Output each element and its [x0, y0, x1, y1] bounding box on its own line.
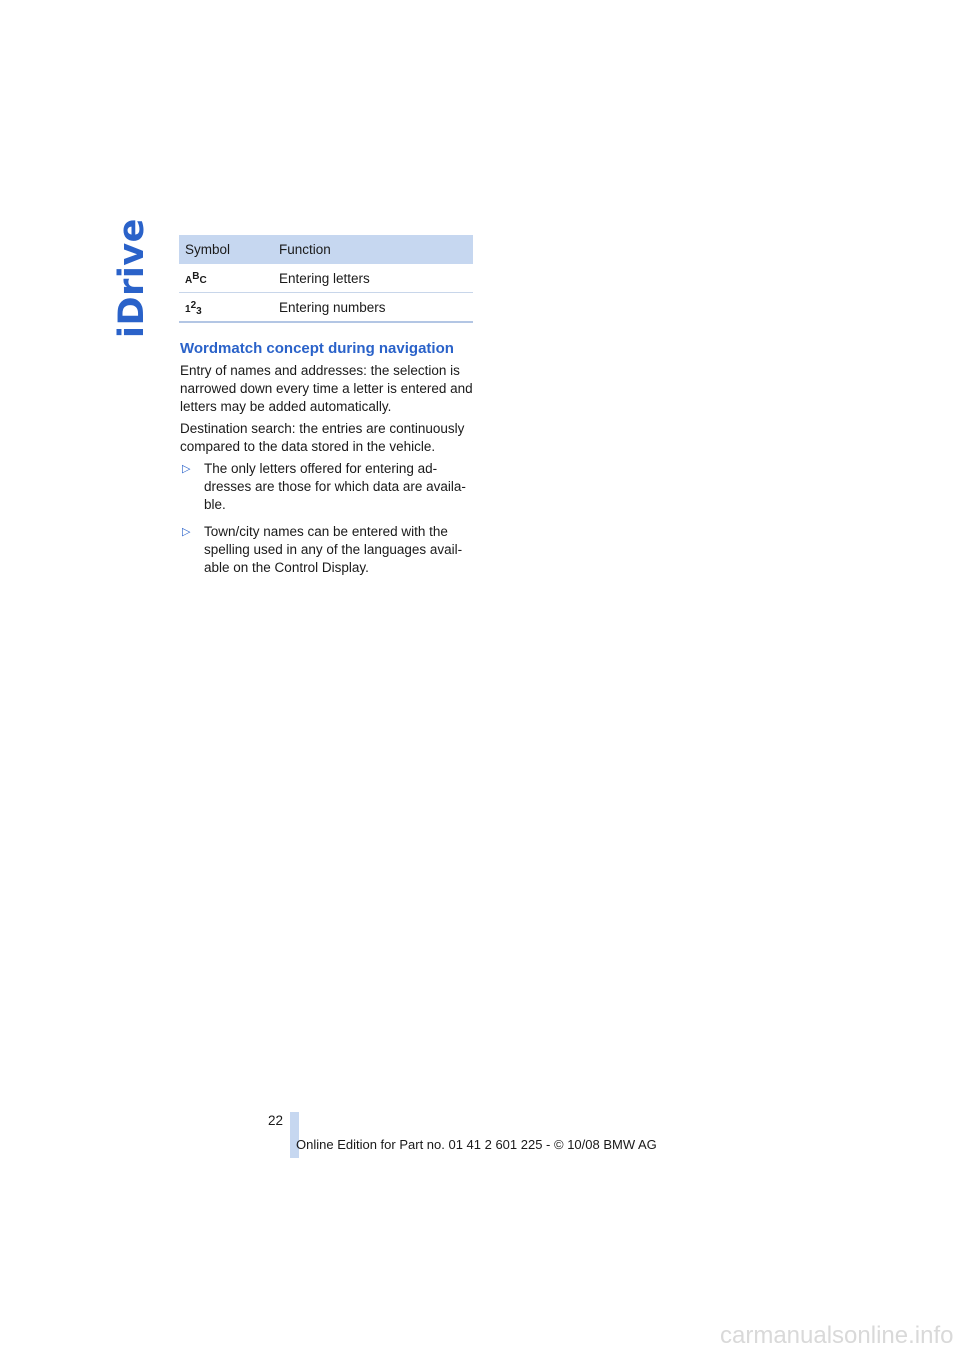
- watermark: carmanualsonline.info: [720, 1322, 954, 1349]
- table-header-row: [179, 235, 473, 264]
- table-row: [179, 293, 473, 323]
- column-header-function: Function: [273, 235, 473, 264]
- symbol-table: [179, 235, 473, 323]
- footer-edition: Online Edition for Part no. 01 41 2 601 225 - © 10/08 BMW AG: [296, 1137, 657, 1152]
- page-number: 22: [268, 1113, 284, 1128]
- triangle-bullet-icon: ▷: [182, 463, 191, 475]
- function-cell: Entering numbers: [273, 293, 473, 323]
- paragraph-entry-names: Entry of names and addresses: the selection is narrowed down every time a letter is entered and letters may be added automatically.: [180, 363, 473, 414]
- side-tab: [112, 218, 152, 338]
- side-tab-label: iDrive: [112, 218, 152, 338]
- section-heading: Wordmatch concept during navigation: [180, 340, 454, 357]
- letters-symbol-icon: ABC: [179, 264, 273, 293]
- column-header-symbol: Symbol: [179, 235, 273, 264]
- list-item: [180, 460, 476, 514]
- table-row: [179, 264, 473, 293]
- list-item-text: The only letters offered for entering ad-dresses are those for which data are availa-ble.: [204, 461, 466, 512]
- list-item: [180, 523, 476, 577]
- list-item-text: Town/city names can be entered with the spelling used in any of the languages avail-able on the Control Display.: [204, 524, 463, 575]
- paragraph-destination-search: Destination search: the entries are continuously compared to the data stored in the vehicle.: [180, 421, 465, 454]
- triangle-bullet-icon: ▷: [182, 526, 191, 538]
- function-cell: Entering letters: [273, 264, 473, 293]
- numbers-symbol-icon: 123: [179, 293, 273, 323]
